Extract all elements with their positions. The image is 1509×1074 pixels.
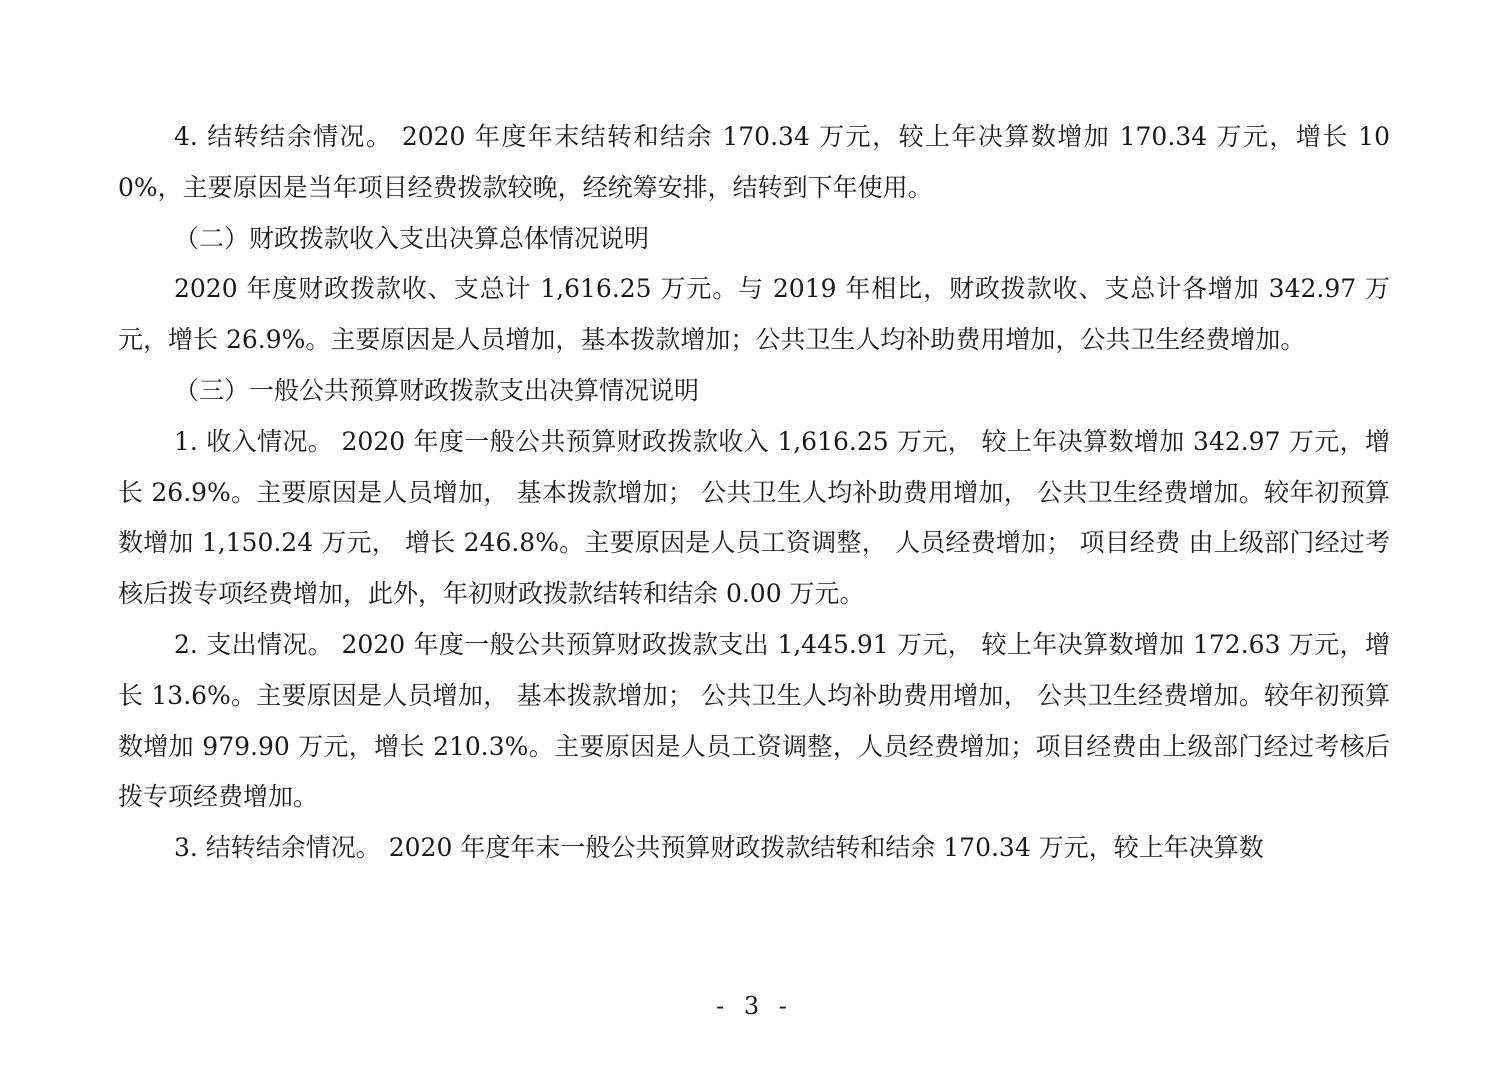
document-body (118, 112, 1390, 874)
paragraph-expenditure: 2. 支出情况。 2020 年度一般公共预算财政拨款支出 1,445.91 万元， 较上年决算数增加 172.63 万元，增长 13.6%。主要原因是人员增加， 基本拨款增加； 公共卫生人均补助费用增加， 公共卫生经费增加。较年初预算数增加 979.90 万元，增长 210.3%。主要原因是人员工资调整，人员经费增加；项目经费由上级部门经过考核后拨专项经费增加。 (118, 629, 1390, 812)
page-number: - 3 - (716, 992, 793, 1020)
section-heading-general-budget: （三）一般公共预算财政拨款支出决算情况说明 (174, 375, 700, 405)
paragraph-carryover-balance: 4. 结转结余情况。 2020 年度年末结转和结余 170.34 万元，较上年决算数增加 170.34 万元，增长 100%，主要原因是当年项目经费拨款较晚，经统筹安排，结转到下年使用。 (118, 122, 1390, 202)
paragraph-fiscal-overview: 2020 年度财政拨款收、支总计 1,616.25 万元。与 2019 年相比，财政拨款收、支总计各增加 342.97 万元，增长 26.9%。主要原因是人员增加，基本拨款增加；公共卫生人均补助费用增加，公共卫生经费增加。 (118, 274, 1390, 355)
section-heading-fiscal-overview: （二）财政拨款收入支出决算总体情况说明 (174, 223, 650, 253)
paragraph-general-carryover: 3. 结转结余情况。 2020 年度年末一般公共预算财政拨款结转和结余 170.34 万元，较上年决算数 (174, 833, 1264, 863)
paragraph-income: 1. 收入情况。 2020 年度一般公共预算财政拨款收入 1,616.25 万元， 较上年决算数增加 342.97 万元，增长 26.9%。主要原因是人员增加， 基本拨款增加； 公共卫生人均补助费用增加， 公共卫生经费增加。较年初预算数增加 1,150.24 万元， 增长 246.8%。主要原因是人员工资调整， 人员经费增加； 项目经费 由上级部门经过考核后拨专项经费增加，此外，年初财政拨款结转和结余 0.00 万元。 (118, 426, 1390, 609)
